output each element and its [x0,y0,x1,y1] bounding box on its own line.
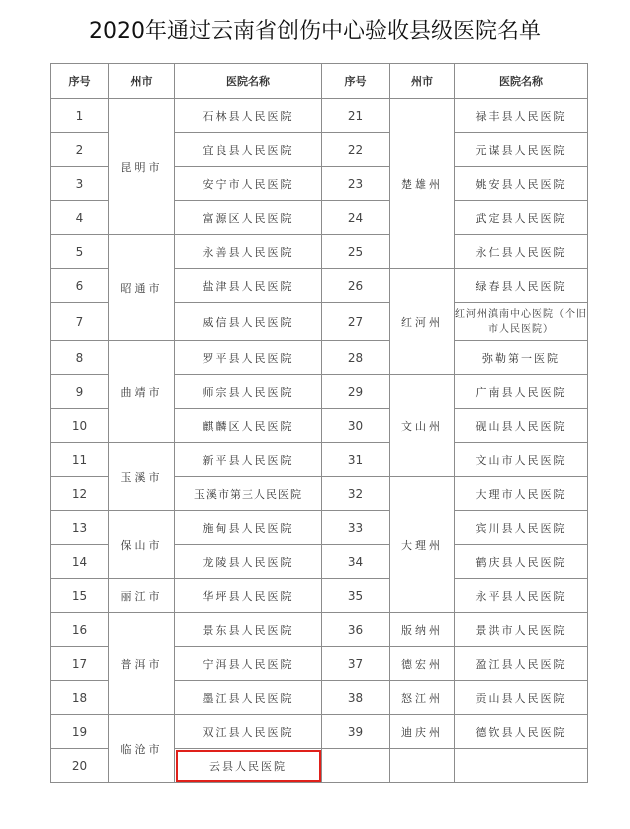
hospital-cell: 麒麟区人民医院 [175,409,322,443]
table-row [51,341,588,375]
table-row [51,99,588,133]
hospital-cell: 禄丰县人民医院 [455,99,588,133]
seq-cell: 10 [51,409,109,443]
hospital-cell: 师宗县人民医院 [175,375,322,409]
table-row [51,613,588,647]
seq-cell: 39 [322,715,390,749]
seq-cell: 15 [51,579,109,613]
hospital-cell: 景洪市人民医院 [455,613,588,647]
hospital-cell: 威信县人民医院 [175,303,322,341]
city-cell: 文山州 [390,375,455,477]
hospital-cell: 墨江县人民医院 [175,681,322,715]
empty-cell [390,749,455,783]
city-cell: 普洱市 [109,613,175,715]
header-city-left: 州市 [109,64,175,99]
hospital-cell: 景东县人民医院 [175,613,322,647]
city-cell: 昆明市 [109,99,175,235]
seq-cell: 13 [51,511,109,545]
seq-cell: 30 [322,409,390,443]
city-cell: 曲靖市 [109,341,175,443]
seq-cell: 32 [322,477,390,511]
seq-cell: 7 [51,303,109,341]
table-row [51,511,588,545]
hospital-table [50,63,588,783]
seq-cell: 23 [322,167,390,201]
seq-cell: 22 [322,133,390,167]
city-cell: 迪庆州 [390,715,455,749]
seq-cell: 5 [51,235,109,269]
city-cell: 丽江市 [109,579,175,613]
header-hospital-left: 医院名称 [175,64,322,99]
hospital-cell: 大理市人民医院 [455,477,588,511]
seq-cell: 18 [51,681,109,715]
city-cell: 德宏州 [390,647,455,681]
seq-cell: 14 [51,545,109,579]
page-title: 2020年通过云南省创伤中心验收县级医院名单 [89,19,541,44]
table-row [51,715,588,749]
hospital-cell: 绿春县人民医院 [455,269,588,303]
table-row [51,235,588,269]
seq-cell: 8 [51,341,109,375]
empty-cell [322,749,390,783]
table-row [51,579,588,613]
seq-cell: 21 [322,99,390,133]
city-cell: 保山市 [109,511,175,579]
seq-cell: 12 [51,477,109,511]
seq-cell: 34 [322,545,390,579]
highlight-box [176,750,321,782]
seq-cell: 16 [51,613,109,647]
hospital-cell: 新平县人民医院 [175,443,322,477]
hospital-cell: 元谋县人民医院 [455,133,588,167]
hospital-cell: 贡山县人民医院 [455,681,588,715]
hospital-cell: 砚山县人民医院 [455,409,588,443]
hospital-cell: 德钦县人民医院 [455,715,588,749]
header-seq-right: 序号 [322,64,390,99]
seq-cell: 11 [51,443,109,477]
hospital-cell: 宾川县人民医院 [455,511,588,545]
seq-cell: 4 [51,201,109,235]
seq-cell: 1 [51,99,109,133]
empty-cell [455,749,588,783]
table-header-row [51,64,588,99]
seq-cell: 20 [51,749,109,783]
hospital-cell: 武定县人民医院 [455,201,588,235]
hospital-cell: 安宁市人民医院 [175,167,322,201]
seq-cell: 35 [322,579,390,613]
hospital-cell: 宜良县人民医院 [175,133,322,167]
hospital-cell: 红河州滇南中心医院（个旧市人民医院） [455,303,588,341]
seq-cell: 3 [51,167,109,201]
seq-cell: 31 [322,443,390,477]
city-cell: 版纳州 [390,613,455,647]
city-cell: 楚雄州 [390,99,455,269]
city-cell: 昭通市 [109,235,175,341]
header-hospital-right: 医院名称 [455,64,588,99]
hospital-cell: 罗平县人民医院 [175,341,322,375]
hospital-cell: 姚安县人民医院 [455,167,588,201]
hospital-cell: 永仁县人民医院 [455,235,588,269]
city-cell: 大理州 [390,477,455,613]
seq-cell: 6 [51,269,109,303]
seq-cell: 36 [322,613,390,647]
city-cell: 临沧市 [109,715,175,783]
seq-cell: 24 [322,201,390,235]
hospital-cell: 弥勒第一医院 [455,341,588,375]
header-seq-left: 序号 [51,64,109,99]
hospital-cell: 永善县人民医院 [175,235,322,269]
hospital-cell: 富源区人民医院 [175,201,322,235]
seq-cell: 25 [322,235,390,269]
hospital-cell: 鹤庆县人民医院 [455,545,588,579]
seq-cell: 38 [322,681,390,715]
seq-cell: 29 [322,375,390,409]
seq-cell: 19 [51,715,109,749]
hospital-cell: 施甸县人民医院 [175,511,322,545]
city-cell: 怒江州 [390,681,455,715]
seq-cell: 27 [322,303,390,341]
hospital-cell-highlighted: 云县人民医院 [175,749,322,783]
seq-cell: 9 [51,375,109,409]
hospital-cell: 文山市人民医院 [455,443,588,477]
seq-cell: 37 [322,647,390,681]
seq-cell: 33 [322,511,390,545]
hospital-cell: 石林县人民医院 [175,99,322,133]
hospital-cell: 双江县人民医院 [175,715,322,749]
hospital-cell: 龙陵县人民医院 [175,545,322,579]
hospital-cell: 华坪县人民医院 [175,579,322,613]
seq-cell: 2 [51,133,109,167]
hospital-cell: 广南县人民医院 [455,375,588,409]
header-city-right: 州市 [390,64,455,99]
city-cell: 玉溪市 [109,443,175,511]
city-cell: 红河州 [390,269,455,375]
seq-cell: 28 [322,341,390,375]
hospital-cell: 宁洱县人民医院 [175,647,322,681]
hospital-cell: 玉溪市第三人民医院 [175,477,322,511]
seq-cell: 17 [51,647,109,681]
hospital-cell: 永平县人民医院 [455,579,588,613]
hospital-cell: 盈江县人民医院 [455,647,588,681]
table-row [51,443,588,477]
hospital-cell: 盐津县人民医院 [175,269,322,303]
seq-cell: 26 [322,269,390,303]
